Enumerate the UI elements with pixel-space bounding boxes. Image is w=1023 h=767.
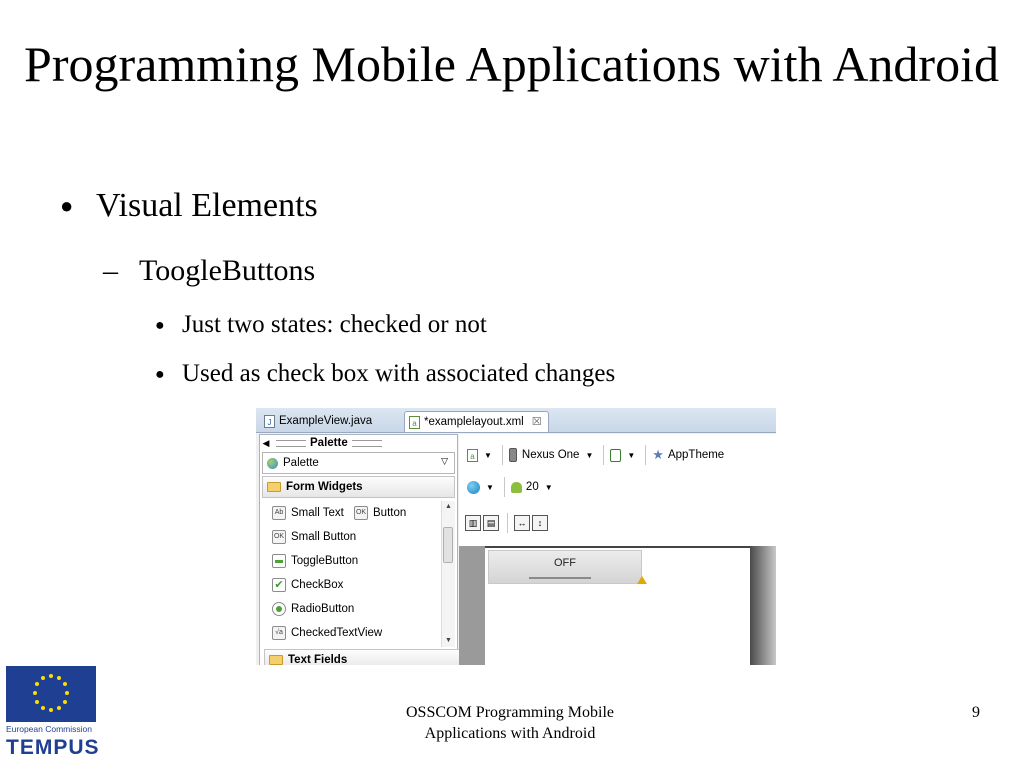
folder-open-icon xyxy=(267,482,281,492)
logo-brand: TEMPUS xyxy=(6,736,100,759)
checkbox-icon: ✔ xyxy=(272,578,286,592)
separator xyxy=(507,513,508,533)
locale-globe-icon[interactable] xyxy=(467,481,480,494)
fit-width-icon[interactable]: ↔ xyxy=(514,515,530,531)
item-label: CheckedTextView xyxy=(291,627,383,639)
editor-toolbar-row2 xyxy=(459,474,776,500)
button-icon: OK xyxy=(354,506,368,520)
toggle-icon xyxy=(272,554,286,568)
editor-tab-bar xyxy=(256,408,776,433)
palette-items xyxy=(260,501,440,647)
chevron-down-icon[interactable]: ▼ xyxy=(484,450,492,460)
slide-footer xyxy=(385,702,635,744)
rotate-icon[interactable] xyxy=(610,449,621,462)
config-file-icon[interactable]: a xyxy=(467,449,478,462)
tab-examplelayout-xml[interactable] xyxy=(404,411,549,432)
group-label: Text Fields xyxy=(288,654,348,665)
xml-file-icon: a xyxy=(409,416,420,429)
palette-selector[interactable] xyxy=(262,452,455,474)
grip-icon xyxy=(352,440,382,447)
item-label: Button xyxy=(373,507,407,519)
bullet-marker: ● xyxy=(155,366,165,383)
palette-header xyxy=(260,435,457,452)
separator xyxy=(502,445,503,465)
tab-label: *examplelayout.xml xyxy=(424,416,524,428)
device-icon xyxy=(509,448,517,462)
theme-star-icon: ★ xyxy=(652,447,664,462)
slide-title: Programming Mobile Applications with Android xyxy=(24,36,999,92)
collapse-arrow-icon[interactable]: ◀ xyxy=(262,438,270,448)
folder-icon xyxy=(269,655,283,665)
bullet-text: Used as check box with associated changes xyxy=(182,360,616,387)
java-file-icon: J xyxy=(264,415,275,428)
radio-icon xyxy=(272,602,286,616)
scroll-thumb[interactable] xyxy=(443,527,453,563)
canvas-edge xyxy=(750,546,776,665)
editor-toolbar-row1 xyxy=(459,442,776,468)
item-label: RadioButton xyxy=(291,603,355,615)
palette-scrollbar[interactable] xyxy=(441,501,455,647)
item-label: ToggleButton xyxy=(291,555,359,567)
fit-height-icon[interactable]: ↕ xyxy=(532,515,548,531)
layout-columns-icon[interactable]: ▥ xyxy=(465,515,481,531)
item-label: Small Button xyxy=(291,531,357,543)
palette-item-checkedtextview[interactable] xyxy=(272,623,382,643)
palette-item-checkbox[interactable] xyxy=(272,575,343,595)
bullet-marker: ● xyxy=(60,193,74,218)
scroll-up-icon[interactable]: ▲ xyxy=(445,503,452,510)
separator xyxy=(603,445,604,465)
warning-icon xyxy=(637,576,647,584)
chevron-down-icon: ▽ xyxy=(441,456,448,466)
toggle-indicator-bar xyxy=(529,577,591,579)
palette-item-radiobutton[interactable] xyxy=(272,599,354,619)
eclipse-screenshot xyxy=(256,408,776,665)
eu-stars-icon xyxy=(6,666,96,722)
layout-rows-icon[interactable]: ▤ xyxy=(483,515,499,531)
palette-item-togglebutton[interactable] xyxy=(272,551,358,571)
eu-tempus-logo xyxy=(6,666,100,762)
palette-panel xyxy=(259,434,458,665)
footer-line2: Applications with Android xyxy=(424,725,596,742)
text-icon: Ab xyxy=(272,506,286,520)
close-icon[interactable]: ☒ xyxy=(531,416,542,428)
editor-toolbar-row3 xyxy=(459,510,776,536)
palette-icon xyxy=(267,458,278,469)
checked-text-icon: √a xyxy=(272,626,286,640)
group-text-fields[interactable] xyxy=(264,649,465,665)
tab-exampleview-java[interactable] xyxy=(260,411,378,431)
logo-subtitle: European Commission xyxy=(6,724,92,734)
toggle-label: OFF xyxy=(554,557,576,569)
small-button-icon: OK xyxy=(272,530,286,544)
scroll-down-icon[interactable]: ▼ xyxy=(445,637,452,644)
bullet-marker: – xyxy=(103,254,118,287)
palette-selector-label: Palette xyxy=(283,457,319,469)
bullet-text: ToogleButtons xyxy=(139,254,316,287)
item-label: Small Text xyxy=(291,507,344,519)
palette-item-button[interactable] xyxy=(354,503,406,523)
grip-icon xyxy=(276,440,306,447)
bullet-text: Just two states: checked or not xyxy=(182,311,487,338)
preview-toggle-button[interactable] xyxy=(488,550,642,584)
android-icon xyxy=(511,482,522,493)
palette-item-small-text[interactable] xyxy=(272,503,344,523)
bullet-marker: ● xyxy=(155,317,165,334)
footer-line1: OSSCOM Programming Mobile xyxy=(405,704,614,721)
page-number: 9 xyxy=(972,704,980,721)
theme-selector[interactable]: AppTheme xyxy=(667,449,725,461)
tab-label: ExampleView.java xyxy=(279,415,373,427)
layout-editor xyxy=(459,434,776,665)
group-form-widgets[interactable] xyxy=(262,476,455,498)
separator xyxy=(645,445,646,465)
chevron-down-icon[interactable]: ▼ xyxy=(544,482,553,492)
separator xyxy=(504,477,505,497)
item-label: CheckBox xyxy=(291,579,344,591)
preview-canvas xyxy=(459,546,776,665)
chevron-down-icon[interactable]: ▼ xyxy=(585,450,594,460)
chevron-down-icon[interactable]: ▼ xyxy=(486,482,494,492)
api-level-selector[interactable]: 20 xyxy=(525,481,539,493)
palette-header-label: Palette xyxy=(310,437,348,449)
chevron-down-icon[interactable]: ▼ xyxy=(627,450,636,460)
group-label: Form Widgets xyxy=(286,481,363,493)
device-selector[interactable]: Nexus One xyxy=(521,449,580,461)
palette-item-small-button[interactable] xyxy=(272,527,356,547)
bullet-text: Visual Elements xyxy=(96,187,318,224)
